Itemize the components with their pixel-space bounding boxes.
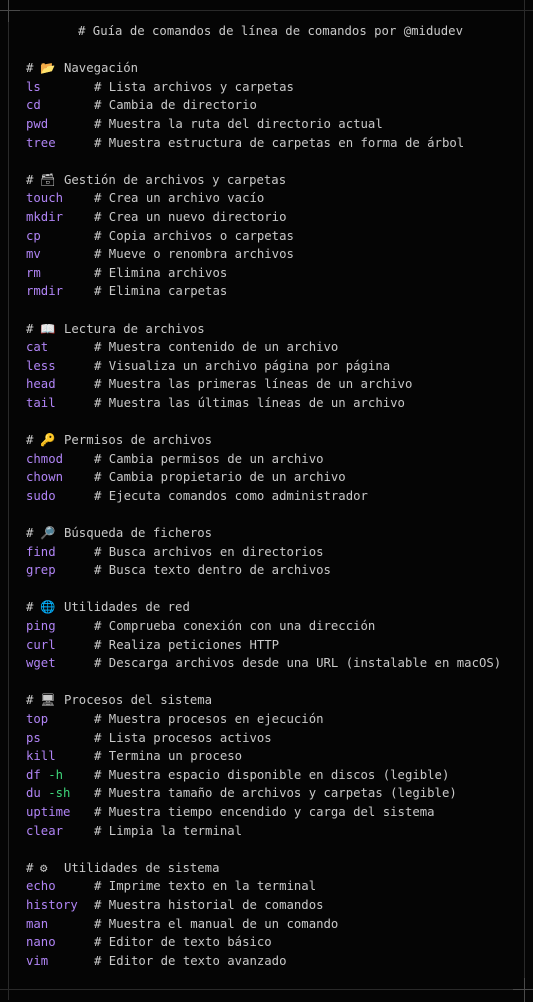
command-cell (26, 96, 94, 115)
command-name: cd (26, 98, 41, 113)
hash-mark: # (26, 433, 34, 448)
command-cell (26, 877, 94, 896)
command-cell (26, 338, 94, 357)
command-cell (26, 896, 94, 915)
command-description: # Muestra tamaño de archivos y carpetas (legible) (94, 786, 457, 801)
section-title: Procesos del sistema (64, 693, 213, 708)
command-description: # Cambia permisos de un archivo (94, 451, 324, 466)
command-description: # Muestra las primeras líneas de un archivo (94, 377, 413, 392)
section-title: Permisos de archivos (64, 433, 213, 448)
command-name: history (26, 897, 78, 912)
command-flag: -sh (48, 786, 71, 801)
command-cell (26, 394, 94, 413)
cheatsheet (26, 22, 525, 970)
command-description: # Muestra la ruta del directorio actual (94, 116, 383, 131)
command-row (26, 710, 525, 729)
command-row (26, 915, 525, 934)
command-row (26, 729, 525, 748)
command-cell (26, 636, 94, 655)
command-row (26, 450, 525, 469)
command-cell (26, 654, 94, 673)
section-header (26, 859, 525, 878)
command-cell (26, 803, 94, 822)
section (26, 691, 525, 840)
command-name: grep (26, 563, 56, 578)
command-description: # Elimina carpetas (94, 284, 228, 299)
open-book-icon: 📖 (40, 321, 56, 336)
section-header (26, 59, 525, 78)
command-cell (26, 115, 94, 134)
command-cell (26, 282, 94, 301)
key-icon: 🔑 (40, 433, 56, 448)
command-row (26, 78, 525, 97)
command-description: # Ejecuta comandos como administrador (94, 488, 368, 503)
hash-mark: # (26, 600, 34, 615)
section-title: Lectura de archivos (64, 321, 205, 336)
section-title: Utilidades de red (64, 600, 190, 615)
command-name: echo (26, 879, 56, 894)
command-cell (26, 264, 94, 283)
corner-crosshair (524, 978, 525, 1002)
command-description: # Elimina archivos (94, 265, 228, 280)
hash-mark: # (26, 526, 34, 541)
section-header (26, 320, 525, 339)
command-name: chmod (26, 451, 64, 466)
command-row (26, 952, 525, 971)
command-name: sudo (26, 488, 56, 503)
command-description: # Muestra espacio disponible en discos (legible) (94, 767, 450, 782)
corner-crosshair (8, 0, 9, 22)
folder-open-icon: 📂 (40, 61, 56, 76)
command-description: # Muestra las últimas líneas de un archivo (94, 395, 405, 410)
command-name: chown (26, 470, 64, 485)
command-row (26, 394, 525, 413)
section (26, 859, 525, 971)
command-description: # Visualiza un archivo página por página (94, 358, 391, 373)
command-row (26, 338, 525, 357)
command-cell (26, 227, 94, 246)
section-title: Navegación (64, 61, 139, 76)
command-cell (26, 450, 94, 469)
command-description: # Descarga archivos desde una URL (instalable en macOS) (94, 656, 502, 671)
section (26, 598, 525, 672)
command-name: ping (26, 619, 56, 633)
command-cell (26, 710, 94, 729)
section-header (26, 171, 525, 190)
section (26, 59, 525, 152)
command-description: # Muestra procesos en ejecución (94, 711, 324, 726)
command-description: # Editor de texto avanzado (94, 953, 287, 968)
command-description: # Crea un nuevo directorio (94, 209, 287, 224)
desktop-computer-icon: 🖥 (40, 693, 56, 708)
command-row (26, 543, 525, 562)
command-cell (26, 208, 94, 227)
command-cell (26, 952, 94, 971)
command-description: # Editor de texto básico (94, 935, 272, 950)
command-description: # Crea un archivo vacío (94, 191, 265, 206)
command-row (26, 933, 525, 952)
command-cell (26, 822, 94, 841)
command-cell (26, 766, 94, 785)
command-row (26, 766, 525, 785)
command-description: # Limpia la terminal (94, 823, 243, 838)
section-header (26, 431, 525, 450)
command-name: less (26, 358, 56, 373)
command-name: tree (26, 135, 56, 150)
command-description: # Busca archivos en directorios (94, 544, 324, 559)
command-cell (26, 543, 94, 562)
command-row (26, 617, 525, 636)
section (26, 524, 525, 580)
command-row (26, 468, 525, 487)
section-header (26, 691, 525, 710)
magnifier-icon: 🔎 (40, 526, 56, 541)
command-cell (26, 134, 94, 153)
command-row (26, 803, 525, 822)
hash-mark: # (26, 172, 34, 187)
command-cell (26, 617, 94, 636)
globe-icon: 🌐 (40, 600, 56, 615)
section (26, 431, 525, 505)
command-row (26, 487, 525, 506)
command-name: rmdir (26, 284, 64, 299)
section (26, 171, 525, 301)
command-cell (26, 375, 94, 394)
command-name: wget (26, 656, 56, 671)
command-row (26, 264, 525, 283)
command-cell (26, 747, 94, 766)
command-description: # Muestra contenido de un archivo (94, 340, 339, 355)
command-row (26, 822, 525, 841)
command-description: # Muestra tiempo encendido y carga del sistema (94, 804, 435, 819)
command-description: # Muestra el manual de un comando (94, 916, 339, 931)
section-header (26, 598, 525, 617)
command-name: du (26, 786, 41, 801)
command-cell (26, 189, 94, 208)
command-row (26, 747, 525, 766)
command-cell (26, 357, 94, 376)
section-list (26, 59, 525, 970)
page-title: # Guía de comandos de línea de comandos por @midudev (78, 24, 463, 38)
file-box-icon: 🗃 (40, 172, 56, 187)
command-row (26, 134, 525, 153)
command-description: # Realiza peticiones HTTP (94, 637, 280, 652)
command-cell (26, 561, 94, 580)
command-name: rm (26, 265, 41, 280)
command-name: cp (26, 228, 41, 243)
frame-line-top (0, 10, 533, 11)
command-row (26, 96, 525, 115)
command-cell (26, 915, 94, 934)
command-name: pwd (26, 116, 49, 131)
frame-line-bottom (0, 989, 533, 990)
hash-mark: # (26, 693, 34, 708)
command-description: # Comprueba conexión con una dirección (94, 619, 376, 633)
command-name: tail (26, 395, 56, 410)
command-cell (26, 468, 94, 487)
command-row (26, 784, 525, 803)
command-description: # Cambia propietario de un archivo (94, 470, 346, 485)
corner-crosshair (0, 10, 20, 11)
command-name: man (26, 916, 49, 931)
command-description: # Imprime texto en la terminal (94, 879, 317, 894)
command-row (26, 227, 525, 246)
command-name: mv (26, 247, 41, 262)
command-cell (26, 933, 94, 952)
command-cell (26, 729, 94, 748)
command-description: # Muestra estructura de carpetas en forma de árbol (94, 135, 465, 150)
command-cell (26, 78, 94, 97)
gear-icon: ⚙ (40, 860, 48, 875)
command-name: nano (26, 935, 56, 950)
hash-mark: # (26, 321, 34, 336)
command-description: # Termina un proceso (94, 749, 243, 764)
command-name: df (26, 767, 41, 782)
command-name: find (26, 544, 56, 559)
command-row (26, 375, 525, 394)
command-description: # Copia archivos o carpetas (94, 228, 294, 243)
command-row (26, 189, 525, 208)
command-description: # Cambia de directorio (94, 98, 257, 113)
command-description: # Mueve o renombra archivos (94, 247, 294, 262)
command-row (26, 636, 525, 655)
section (26, 320, 525, 413)
command-name: ps (26, 730, 41, 745)
command-name: touch (26, 191, 64, 206)
command-name: kill (26, 749, 56, 764)
command-description: # Lista archivos y carpetas (94, 79, 294, 94)
command-row (26, 877, 525, 896)
command-row (26, 561, 525, 580)
frame-line-left (8, 0, 9, 1000)
command-name: curl (26, 637, 56, 652)
command-row (26, 208, 525, 227)
section-title: Gestión de archivos y carpetas (64, 172, 287, 187)
command-name: vim (26, 953, 49, 968)
command-description: # Lista procesos activos (94, 730, 272, 745)
command-row (26, 245, 525, 264)
command-name: cat (26, 340, 49, 355)
command-name: mkdir (26, 209, 64, 224)
hash-mark: # (26, 61, 34, 76)
section-title: Búsqueda de ficheros (64, 526, 213, 541)
corner-crosshair (513, 989, 533, 990)
command-cell (26, 245, 94, 264)
hash-mark: # (26, 860, 34, 875)
command-cell (26, 487, 94, 506)
command-description: # Muestra historial de comandos (94, 897, 324, 912)
section-header (26, 524, 525, 543)
command-row (26, 115, 525, 134)
command-description: # Busca texto dentro de archivos (94, 563, 331, 578)
command-row (26, 357, 525, 376)
section-title: Utilidades de sistema (64, 860, 220, 875)
command-name: top (26, 711, 49, 726)
command-row (26, 654, 525, 673)
command-name: ls (26, 79, 41, 94)
command-name: clear (26, 823, 64, 838)
command-name: head (26, 377, 56, 392)
command-row (26, 896, 525, 915)
command-row (26, 282, 525, 301)
command-cell (26, 784, 94, 803)
command-flag: -h (48, 767, 64, 782)
command-name: uptime (26, 804, 71, 819)
